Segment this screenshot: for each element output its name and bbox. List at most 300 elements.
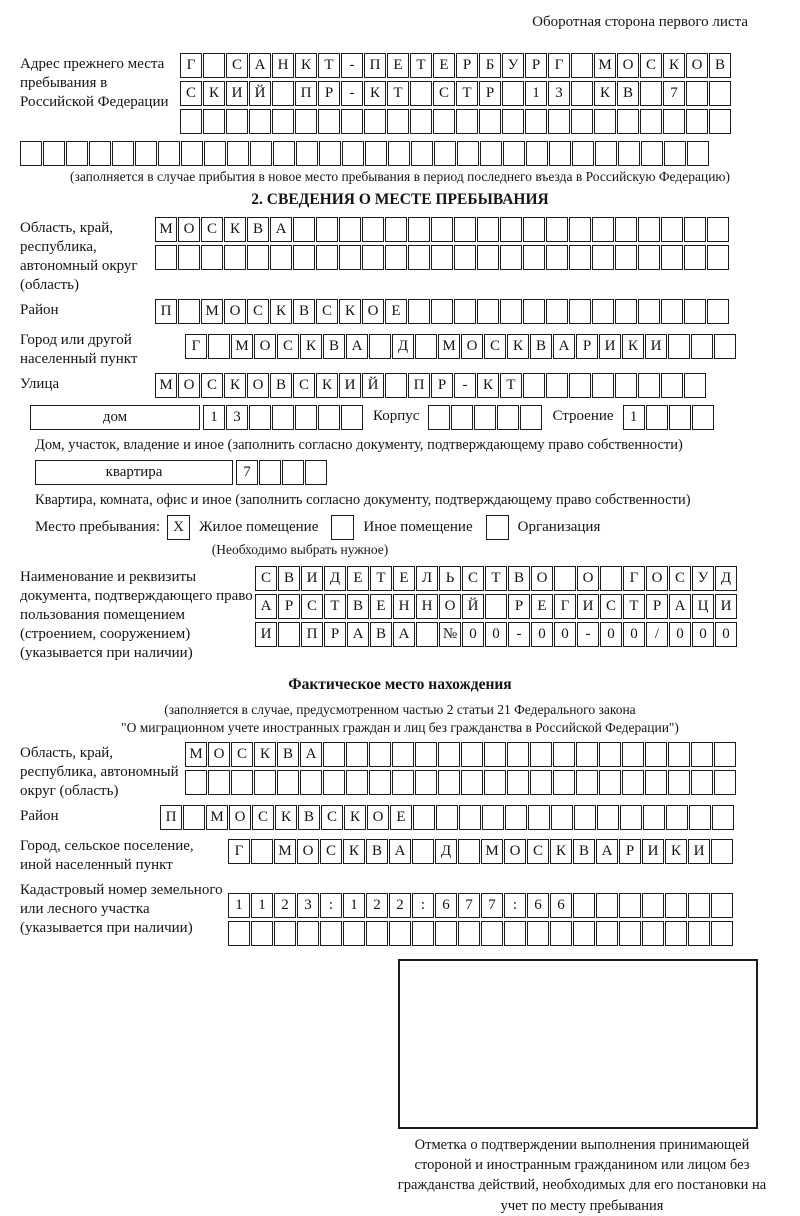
form-cell: С xyxy=(277,334,299,359)
street-label: Улица xyxy=(20,376,60,393)
form-cell: К xyxy=(300,334,322,359)
form-cell xyxy=(615,373,637,398)
form-cell xyxy=(392,742,414,767)
form-cell xyxy=(362,245,384,270)
form-cell xyxy=(201,245,223,270)
form-cell xyxy=(270,245,292,270)
confirmation-stamp-box xyxy=(398,959,758,1129)
form-cell xyxy=(454,299,476,324)
form-cell: К xyxy=(594,81,616,106)
form-cell: С xyxy=(433,81,455,106)
form-cell: О xyxy=(577,566,599,591)
form-cell: С xyxy=(669,566,691,591)
form-cell xyxy=(642,921,664,946)
form-cell: 0 xyxy=(669,622,691,647)
form-cell xyxy=(707,245,729,270)
form-cell: - xyxy=(508,622,530,647)
form-cell: С xyxy=(527,839,549,864)
form-cell: Н xyxy=(416,594,438,619)
form-cell xyxy=(638,373,660,398)
form-cell xyxy=(707,299,729,324)
form-cell: 7 xyxy=(458,893,480,918)
form-cell xyxy=(712,805,734,830)
form-cell: 1 xyxy=(525,81,547,106)
form-cell xyxy=(638,299,660,324)
district-label: Район xyxy=(20,302,59,319)
city-field xyxy=(20,331,780,369)
form-cell xyxy=(572,141,594,166)
form-cell: 6 xyxy=(550,893,572,918)
form-cell: О xyxy=(504,839,526,864)
form-cell: 3 xyxy=(226,405,248,430)
region-cells xyxy=(155,217,730,273)
form-cell: 0 xyxy=(462,622,484,647)
form-cell xyxy=(438,770,460,795)
previous-address-label: Адрес прежнего места пребывания в Российской Федерации xyxy=(20,56,169,111)
form-cell xyxy=(408,217,430,242)
form-cell xyxy=(669,405,691,430)
form-cell: 1 xyxy=(623,405,645,430)
form-cell xyxy=(502,109,524,134)
form-cell: У xyxy=(502,53,524,78)
form-cell xyxy=(320,921,342,946)
form-cell xyxy=(412,921,434,946)
form-cell xyxy=(664,141,686,166)
form-cell: 1 xyxy=(228,893,250,918)
form-cell: О xyxy=(531,566,553,591)
form-cell xyxy=(341,405,363,430)
form-cell: Г xyxy=(554,594,576,619)
form-cell: К xyxy=(270,299,292,324)
form-cell xyxy=(642,893,664,918)
form-cell: И xyxy=(715,594,737,619)
form-cell xyxy=(691,742,713,767)
form-cell: С xyxy=(201,373,223,398)
previous-address-overflow-row xyxy=(20,141,780,166)
form-cell xyxy=(477,217,499,242)
form-cell: С xyxy=(600,594,622,619)
form-cell: Б xyxy=(479,53,501,78)
form-cell xyxy=(385,373,407,398)
form-cell: В xyxy=(530,334,552,359)
stroenie-label: Строение xyxy=(552,408,614,425)
form-cell xyxy=(619,893,641,918)
form-cell xyxy=(620,805,642,830)
form-cell: Г xyxy=(548,53,570,78)
form-cell xyxy=(479,109,501,134)
form-cell xyxy=(592,245,614,270)
form-cell xyxy=(339,217,361,242)
region-field xyxy=(20,217,780,295)
form-cell xyxy=(392,770,414,795)
form-cell xyxy=(684,217,706,242)
form-cell xyxy=(523,245,545,270)
form-cell: С xyxy=(226,53,248,78)
form-cell: Н xyxy=(272,53,294,78)
form-cell: Р xyxy=(324,622,346,647)
form-cell xyxy=(482,805,504,830)
form-cell xyxy=(296,141,318,166)
form-cell: Т xyxy=(456,81,478,106)
form-cell: 1 xyxy=(251,893,273,918)
form-cell xyxy=(711,839,733,864)
form-cell xyxy=(546,245,568,270)
form-cell: В xyxy=(573,839,595,864)
form-cell xyxy=(112,141,134,166)
form-cell: Й xyxy=(249,81,271,106)
previous-address-note: (заполняется в случае прибытия в новое место пребывания в период последнего въезда в Российскую Федерацию) xyxy=(69,169,731,184)
form-cell: 6 xyxy=(435,893,457,918)
form-cell xyxy=(254,770,276,795)
form-cell: К xyxy=(316,373,338,398)
confirmation-stamp-caption: Отметка о подтверждении выполнения принимающей стороной и иностранным гражданином или лицом без гражданства действий, необходимых для его постановки на учет по месту пребывания xyxy=(397,1136,767,1214)
form-cell xyxy=(89,141,111,166)
form-cell xyxy=(346,770,368,795)
form-cell xyxy=(295,109,317,134)
form-cell xyxy=(249,109,271,134)
form-cell: И xyxy=(577,594,599,619)
form-cell: С xyxy=(484,334,506,359)
form-cell: Т xyxy=(387,81,409,106)
form-cell xyxy=(388,141,410,166)
form-cell: С xyxy=(255,566,277,591)
form-cell xyxy=(502,81,524,106)
form-cell: С xyxy=(301,594,323,619)
form-cell xyxy=(523,299,545,324)
form-cell xyxy=(155,245,177,270)
form-cell xyxy=(554,566,576,591)
actual-location-note1: (заполняется в случае, предусмотренном частью 2 статьи 21 Федерального закона xyxy=(164,701,636,717)
form-cell: П xyxy=(301,622,323,647)
form-cell xyxy=(553,770,575,795)
form-cell: В xyxy=(366,839,388,864)
form-cell xyxy=(387,109,409,134)
form-cell: Ь xyxy=(439,566,461,591)
form-cell xyxy=(666,805,688,830)
form-cell xyxy=(571,81,593,106)
form-cell xyxy=(208,770,230,795)
form-cell: 0 xyxy=(600,622,622,647)
form-cell xyxy=(661,245,683,270)
form-cell xyxy=(500,245,522,270)
form-cell xyxy=(646,405,668,430)
form-cell xyxy=(20,141,42,166)
apartment-note: Квартира, комната, офис и иное (заполнить согласно документу, подтверждающему право собственности) xyxy=(35,492,691,509)
cell-row xyxy=(185,334,737,359)
form-cell: К xyxy=(339,299,361,324)
form-cell xyxy=(410,81,432,106)
form-cell: В xyxy=(278,566,300,591)
form-cell xyxy=(461,742,483,767)
form-cell xyxy=(272,81,294,106)
cell-row xyxy=(180,53,732,78)
ownership-document-label: Наименование и реквизиты документа, подтверждающего право пользования помещением (строением, сооружением) (указывается при наличии) xyxy=(20,569,253,662)
form-cell xyxy=(617,109,639,134)
form-cell xyxy=(504,921,526,946)
form-cell xyxy=(251,839,273,864)
form-cell: Т xyxy=(410,53,432,78)
form-cell: К xyxy=(550,839,572,864)
form-cell: 0 xyxy=(623,622,645,647)
form-cell: М xyxy=(206,805,228,830)
form-cell: П xyxy=(155,299,177,324)
cell-row xyxy=(228,921,734,946)
form-cell: М xyxy=(594,53,616,78)
form-cell xyxy=(596,921,618,946)
form-cell xyxy=(546,373,568,398)
form-cell xyxy=(231,770,253,795)
form-cell xyxy=(278,622,300,647)
form-cell: И xyxy=(688,839,710,864)
form-cell xyxy=(599,770,621,795)
form-cell xyxy=(474,405,496,430)
form-cell: А xyxy=(393,622,415,647)
form-cell xyxy=(273,141,295,166)
form-cell xyxy=(668,334,690,359)
form-cell xyxy=(274,921,296,946)
form-cell: 6 xyxy=(527,893,549,918)
form-cell xyxy=(668,742,690,767)
form-cell: И xyxy=(642,839,664,864)
form-cell: А xyxy=(255,594,277,619)
form-cell: Д xyxy=(324,566,346,591)
stay-type-field xyxy=(35,515,780,540)
checkbox-organization xyxy=(486,515,509,540)
form-cell xyxy=(282,460,304,485)
form-cell xyxy=(250,141,272,166)
form-cell xyxy=(668,770,690,795)
form-cell xyxy=(528,805,550,830)
form-cell: С xyxy=(247,299,269,324)
form-cell xyxy=(641,141,663,166)
form-cell: П xyxy=(364,53,386,78)
house-label-box: дом xyxy=(30,405,200,430)
ownership-document-field xyxy=(20,566,780,663)
house-note: Дом, участок, владение и иное (заполнить согласно документу, подтверждающему право собственности) xyxy=(35,437,683,454)
stroenie-cells xyxy=(623,405,715,430)
form-cell: Т xyxy=(623,594,645,619)
form-cell: И xyxy=(301,566,323,591)
form-cell xyxy=(523,373,545,398)
form-cell xyxy=(316,245,338,270)
form-cell xyxy=(500,217,522,242)
form-cell xyxy=(615,299,637,324)
form-cell: О xyxy=(686,53,708,78)
form-cell: О xyxy=(178,217,200,242)
checkbox-other-premises xyxy=(331,515,354,540)
stay-option-residential: Жилое помещение xyxy=(199,519,319,536)
form-cell: Р xyxy=(456,53,478,78)
form-cell: К xyxy=(224,373,246,398)
form-cell xyxy=(714,334,736,359)
form-cell: А xyxy=(596,839,618,864)
form-cell: Т xyxy=(370,566,392,591)
form-cell xyxy=(272,405,294,430)
form-cell xyxy=(484,742,506,767)
form-cell xyxy=(551,805,573,830)
stay-type-label: Место пребывания: xyxy=(35,519,160,536)
form-cell xyxy=(203,53,225,78)
form-cell xyxy=(434,141,456,166)
form-cell: С xyxy=(321,805,343,830)
form-cell: С xyxy=(640,53,662,78)
form-cell xyxy=(597,805,619,830)
form-cell: Г xyxy=(228,839,250,864)
section2-title: 2. СВЕДЕНИЯ О МЕСТЕ ПРЕБЫВАНИЯ xyxy=(251,191,549,208)
form-cell xyxy=(592,217,614,242)
form-cell: О xyxy=(297,839,319,864)
form-cell: С xyxy=(462,566,484,591)
form-cell: / xyxy=(646,622,668,647)
form-cell xyxy=(456,109,478,134)
form-cell xyxy=(595,141,617,166)
form-cell xyxy=(408,299,430,324)
form-cell: : xyxy=(412,893,434,918)
form-cell xyxy=(645,770,667,795)
cell-row xyxy=(180,109,732,134)
form-cell xyxy=(686,109,708,134)
form-cell xyxy=(709,109,731,134)
form-cell xyxy=(366,921,388,946)
form-cell xyxy=(369,334,391,359)
form-cell: 2 xyxy=(274,893,296,918)
form-cell: К xyxy=(622,334,644,359)
form-cell: К xyxy=(224,217,246,242)
cadastral-cells xyxy=(228,893,734,949)
form-cell: Т xyxy=(324,594,346,619)
form-cell xyxy=(645,742,667,767)
form-cell xyxy=(548,109,570,134)
form-cell xyxy=(520,405,542,430)
city-label: Город или другой населенный пункт xyxy=(20,332,138,368)
form-cell: П xyxy=(160,805,182,830)
form-cell: А xyxy=(249,53,271,78)
form-cell xyxy=(295,405,317,430)
form-cell xyxy=(714,742,736,767)
form-cell: 3 xyxy=(297,893,319,918)
form-cell xyxy=(618,141,640,166)
form-cell: - xyxy=(341,53,363,78)
form-cell: Е xyxy=(347,566,369,591)
form-cell xyxy=(477,245,499,270)
form-cell: О xyxy=(224,299,246,324)
form-cell xyxy=(318,405,340,430)
form-cell xyxy=(293,217,315,242)
form-cell xyxy=(305,460,327,485)
form-cell xyxy=(413,805,435,830)
form-cell xyxy=(183,805,205,830)
form-cell xyxy=(569,217,591,242)
form-cell xyxy=(688,921,710,946)
form-cell xyxy=(684,373,706,398)
form-cell xyxy=(208,334,230,359)
form-cell: Д xyxy=(715,566,737,591)
form-cell xyxy=(640,81,662,106)
form-cell: Р xyxy=(525,53,547,78)
cell-row xyxy=(185,770,737,795)
previous-address-field xyxy=(20,53,780,137)
form-cell: Е xyxy=(393,566,415,591)
form-cell: С xyxy=(316,299,338,324)
form-cell xyxy=(369,742,391,767)
form-cell xyxy=(592,373,614,398)
actual-location-note2: "О миграционном учете иностранных граждан и лиц без гражданства в Российской Федерации") xyxy=(121,719,679,735)
form-cell: К xyxy=(507,334,529,359)
form-cell xyxy=(550,921,572,946)
form-cell: К xyxy=(343,839,365,864)
form-cell xyxy=(342,141,364,166)
form-cell xyxy=(416,622,438,647)
form-cell: 7 xyxy=(481,893,503,918)
form-cell xyxy=(66,141,88,166)
form-cell: 0 xyxy=(554,622,576,647)
korpus-label: Корпус xyxy=(373,408,420,425)
form-cell: С xyxy=(293,373,315,398)
form-cell xyxy=(573,893,595,918)
form-cell: 3 xyxy=(548,81,570,106)
form-cell: И xyxy=(255,622,277,647)
house-cells xyxy=(203,405,364,430)
form-cell xyxy=(300,770,322,795)
form-cell xyxy=(431,299,453,324)
page-side-note: Оборотная сторона первого листа xyxy=(532,14,748,30)
form-cell xyxy=(571,53,593,78)
form-cell xyxy=(272,109,294,134)
cadastral-field xyxy=(20,879,780,949)
form-cell xyxy=(569,245,591,270)
cell-row xyxy=(255,622,738,647)
form-cell xyxy=(251,921,273,946)
form-cell: № xyxy=(439,622,461,647)
form-cell xyxy=(249,405,271,430)
form-cell xyxy=(527,921,549,946)
form-cell xyxy=(576,742,598,767)
form-cell: О xyxy=(461,334,483,359)
form-cell: П xyxy=(408,373,430,398)
form-cell xyxy=(507,742,529,767)
form-cell xyxy=(687,141,709,166)
form-cell: - xyxy=(341,81,363,106)
form-cell xyxy=(615,217,637,242)
form-cell xyxy=(573,921,595,946)
form-cell xyxy=(525,109,547,134)
actual-region-field xyxy=(20,742,780,801)
form-cell xyxy=(135,141,157,166)
form-cell xyxy=(709,81,731,106)
ownership-document-cells xyxy=(255,566,738,650)
form-cell xyxy=(684,299,706,324)
form-cell xyxy=(530,742,552,767)
form-cell: : xyxy=(320,893,342,918)
form-cell xyxy=(576,770,598,795)
form-cell: А xyxy=(300,742,322,767)
form-cell xyxy=(711,921,733,946)
form-cell xyxy=(178,299,200,324)
form-cell xyxy=(226,109,248,134)
form-cell: И xyxy=(339,373,361,398)
district-field xyxy=(20,299,780,327)
form-cell: О xyxy=(646,566,668,591)
form-cell: Т xyxy=(500,373,522,398)
form-cell: А xyxy=(669,594,691,619)
form-cell xyxy=(692,405,714,430)
form-cell: О xyxy=(208,742,230,767)
form-cell xyxy=(523,217,545,242)
form-cell: Р xyxy=(278,594,300,619)
form-cell xyxy=(707,217,729,242)
form-cell xyxy=(293,245,315,270)
form-cell xyxy=(459,805,481,830)
